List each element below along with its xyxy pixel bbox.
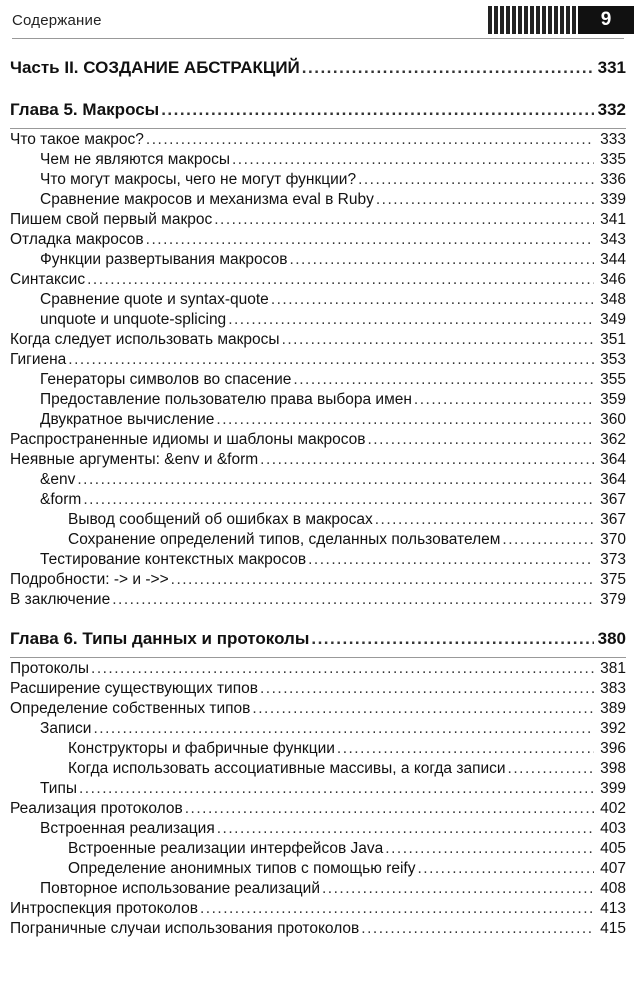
leader-dots bbox=[146, 231, 594, 249]
entry-title: Двукратное вычисление bbox=[40, 411, 215, 428]
leader-dots bbox=[260, 451, 594, 469]
entry-page: 343 bbox=[600, 231, 626, 248]
entry-title: Сохранение определений типов, сделанных пользователем bbox=[68, 531, 501, 548]
entry-page: 408 bbox=[600, 880, 626, 897]
toc-entry bbox=[10, 191, 626, 211]
chapter6-entries bbox=[10, 660, 626, 940]
leader-dots bbox=[146, 131, 594, 149]
entry-title: Встроенная реализация bbox=[40, 820, 215, 837]
toc-entry bbox=[10, 880, 626, 900]
leader-dots bbox=[289, 251, 594, 269]
leader-dots bbox=[282, 331, 594, 349]
toc-entry bbox=[10, 740, 626, 760]
leader-dots bbox=[508, 760, 594, 778]
toc-entry bbox=[10, 231, 626, 251]
toc-entry bbox=[10, 591, 626, 611]
leader-dots bbox=[214, 211, 594, 229]
entry-title: Сравнение quote и syntax-quote bbox=[40, 291, 269, 308]
leader-dots bbox=[293, 371, 594, 389]
toc-entry bbox=[10, 511, 626, 531]
entry-page: 413 bbox=[600, 900, 626, 917]
page-number-box bbox=[578, 6, 634, 34]
leader-dots bbox=[83, 491, 594, 509]
toc-entry bbox=[10, 291, 626, 311]
leader-dots bbox=[252, 700, 594, 718]
entry-page: 415 bbox=[600, 920, 626, 937]
chapter-title: Глава 5. Макросы bbox=[10, 100, 160, 119]
toc-entry bbox=[10, 471, 626, 491]
entry-title: Реализация протоколов bbox=[10, 800, 183, 817]
entry-title: Когда использовать ассоциативные массивы, а когда записи bbox=[68, 760, 506, 777]
leader-dots bbox=[216, 411, 594, 429]
toc-entry bbox=[10, 171, 626, 191]
entry-page: 336 bbox=[600, 171, 626, 188]
entry-title: Генераторы символов во спасение bbox=[40, 371, 292, 388]
entry-page: 383 bbox=[600, 680, 626, 697]
leader-dots bbox=[308, 551, 594, 569]
chapter-rule bbox=[10, 657, 626, 658]
entry-title: Неявные аргументы: &env и &form bbox=[10, 451, 259, 468]
entry-page: 351 bbox=[600, 331, 626, 348]
leader-dots bbox=[271, 291, 594, 309]
entry-title: Распространенные идиомы и шаблоны макросов bbox=[10, 431, 366, 448]
entry-title: Типы bbox=[40, 780, 77, 797]
chapter-rule bbox=[10, 128, 626, 129]
entry-title: &env bbox=[40, 471, 76, 488]
running-header-title: Содержание bbox=[12, 12, 102, 29]
chapter5-entries bbox=[10, 131, 626, 611]
entry-page: 375 bbox=[600, 571, 626, 588]
toc-entry bbox=[10, 411, 626, 431]
page-number: 9 bbox=[600, 9, 612, 30]
leader-dots bbox=[322, 880, 594, 898]
entry-title: В заключение bbox=[10, 591, 111, 608]
chapter-page: 380 bbox=[597, 629, 626, 648]
entry-title: Подробности: -> и ->> bbox=[10, 571, 169, 588]
toc-entry bbox=[10, 151, 626, 171]
toc-entry bbox=[10, 800, 626, 820]
entry-title: Функции развертывания макросов bbox=[40, 251, 288, 268]
leader-dots bbox=[217, 820, 594, 838]
toc-entry bbox=[10, 840, 626, 860]
header-rule bbox=[12, 38, 624, 39]
toc-entry bbox=[10, 551, 626, 571]
leader-dots bbox=[417, 860, 594, 878]
entry-page: 367 bbox=[600, 491, 626, 508]
entry-title: Расширение существующих типов bbox=[10, 680, 258, 697]
entry-page: 346 bbox=[600, 271, 626, 288]
entry-page: 362 bbox=[600, 431, 626, 448]
entry-title: Пишем свой первый макрос bbox=[10, 211, 213, 228]
entry-page: 407 bbox=[600, 860, 626, 877]
toc-entry bbox=[10, 720, 626, 740]
toc-entry bbox=[10, 680, 626, 700]
entry-title: Определение анонимных типов с помощью reify bbox=[68, 860, 416, 877]
entry-page: 353 bbox=[600, 351, 626, 368]
entry-page: 349 bbox=[600, 311, 626, 328]
entry-title: Что такое макрос? bbox=[10, 131, 144, 148]
entry-page: 381 bbox=[600, 660, 626, 677]
toc-entry bbox=[10, 900, 626, 920]
leader-dots bbox=[171, 571, 594, 589]
part-title: Часть II. СОЗДАНИЕ АБСТРАКЦИЙ bbox=[10, 58, 300, 77]
leader-dots bbox=[200, 900, 594, 918]
leader-dots bbox=[112, 591, 594, 609]
entry-page: 333 bbox=[600, 131, 626, 148]
leader-dots bbox=[161, 100, 594, 120]
toc-entry bbox=[10, 391, 626, 411]
entry-title: Гигиена bbox=[10, 351, 67, 368]
entry-page: 392 bbox=[600, 720, 626, 737]
entry-page: 403 bbox=[600, 820, 626, 837]
entry-title: unquote и unquote-splicing bbox=[40, 311, 227, 328]
leader-dots bbox=[302, 58, 594, 78]
entry-page: 364 bbox=[600, 471, 626, 488]
entry-title: Встроенные реализации интерфейсов Java bbox=[68, 840, 384, 857]
chapter-page: 332 bbox=[597, 100, 626, 119]
toc-entry bbox=[10, 331, 626, 351]
entry-page: 398 bbox=[600, 760, 626, 777]
leader-dots bbox=[77, 471, 594, 489]
toc-entry bbox=[10, 311, 626, 331]
toc-entry bbox=[10, 211, 626, 231]
entry-page: 399 bbox=[600, 780, 626, 797]
entry-title: Определение собственных типов bbox=[10, 700, 251, 717]
entry-title: Сравнение макросов и механизма eval в Ruby bbox=[40, 191, 374, 208]
entry-page: 359 bbox=[600, 391, 626, 408]
leader-dots bbox=[361, 920, 594, 938]
entry-page: 364 bbox=[600, 451, 626, 468]
toc-entry bbox=[10, 700, 626, 720]
toc-entry bbox=[10, 371, 626, 391]
entry-page: 335 bbox=[600, 151, 626, 168]
leader-dots bbox=[87, 271, 594, 289]
leader-dots bbox=[91, 660, 594, 678]
toc-entry bbox=[10, 431, 626, 451]
leader-dots bbox=[502, 531, 594, 549]
leader-dots bbox=[185, 800, 594, 818]
leader-dots bbox=[375, 511, 594, 529]
entry-title: Записи bbox=[40, 720, 92, 737]
toc-chapter-entry bbox=[10, 100, 626, 124]
entry-title: Предоставление пользователю права выбора имен bbox=[40, 391, 412, 408]
entry-page: 355 bbox=[600, 371, 626, 388]
entry-page: 341 bbox=[600, 211, 626, 228]
entry-page: 339 bbox=[600, 191, 626, 208]
leader-dots bbox=[228, 311, 594, 329]
toc-entry bbox=[10, 860, 626, 880]
entry-page: 360 bbox=[600, 411, 626, 428]
toc-entry bbox=[10, 271, 626, 291]
entry-title: Когда следует использовать макросы bbox=[10, 331, 280, 348]
toc-part-entry bbox=[10, 58, 626, 82]
page-header bbox=[0, 0, 635, 40]
leader-dots bbox=[376, 191, 594, 209]
entry-title: Протоколы bbox=[10, 660, 90, 677]
entry-page: 370 bbox=[600, 531, 626, 548]
toc-entry bbox=[10, 820, 626, 840]
table-of-contents bbox=[10, 58, 626, 940]
entry-page: 344 bbox=[600, 251, 626, 268]
leader-dots bbox=[93, 720, 594, 738]
leader-dots bbox=[337, 740, 594, 758]
toc-entry bbox=[10, 531, 626, 551]
toc-entry bbox=[10, 491, 626, 511]
entry-title: Интроспекция протоколов bbox=[10, 900, 198, 917]
entry-title: Повторное использование реализаций bbox=[40, 880, 320, 897]
leader-dots bbox=[368, 431, 595, 449]
toc-entry bbox=[10, 251, 626, 271]
entry-title: Чем не являются макросы bbox=[40, 151, 230, 168]
entry-title: Пограничные случаи использования протоколов bbox=[10, 920, 360, 937]
toc-entry bbox=[10, 660, 626, 680]
entry-title: Конструкторы и фабричные функции bbox=[68, 740, 335, 757]
entry-title: Что могут макросы, чего не могут функции? bbox=[40, 171, 357, 188]
entry-page: 379 bbox=[600, 591, 626, 608]
entry-title: &form bbox=[40, 491, 82, 508]
toc-entry bbox=[10, 571, 626, 591]
part-page: 331 bbox=[597, 58, 626, 77]
leader-dots bbox=[358, 171, 594, 189]
entry-page: 402 bbox=[600, 800, 626, 817]
entry-title: Синтаксис bbox=[10, 271, 86, 288]
header-decorative-bars bbox=[488, 6, 584, 34]
toc-chapter-entry bbox=[10, 629, 626, 653]
leader-dots bbox=[311, 629, 594, 649]
entry-page: 348 bbox=[600, 291, 626, 308]
entry-page: 396 bbox=[600, 740, 626, 757]
entry-title: Вывод сообщений об ошибках в макросах bbox=[68, 511, 373, 528]
leader-dots bbox=[79, 780, 594, 798]
toc-entry bbox=[10, 351, 626, 371]
toc-entry bbox=[10, 760, 626, 780]
leader-dots bbox=[68, 351, 594, 369]
toc-entry bbox=[10, 451, 626, 471]
entry-title: Отладка макросов bbox=[10, 231, 144, 248]
leader-dots bbox=[232, 151, 594, 169]
toc-entry bbox=[10, 920, 626, 940]
leader-dots bbox=[414, 391, 594, 409]
toc-entry bbox=[10, 780, 626, 800]
entry-page: 373 bbox=[600, 551, 626, 568]
entry-page: 367 bbox=[600, 511, 626, 528]
toc-entry bbox=[10, 131, 626, 151]
entry-title: Тестирование контекстных макросов bbox=[40, 551, 307, 568]
leader-dots bbox=[385, 840, 594, 858]
entry-page: 405 bbox=[600, 840, 626, 857]
chapter-title: Глава 6. Типы данных и протоколы bbox=[10, 629, 310, 648]
entry-page: 389 bbox=[600, 700, 626, 717]
leader-dots bbox=[260, 680, 594, 698]
